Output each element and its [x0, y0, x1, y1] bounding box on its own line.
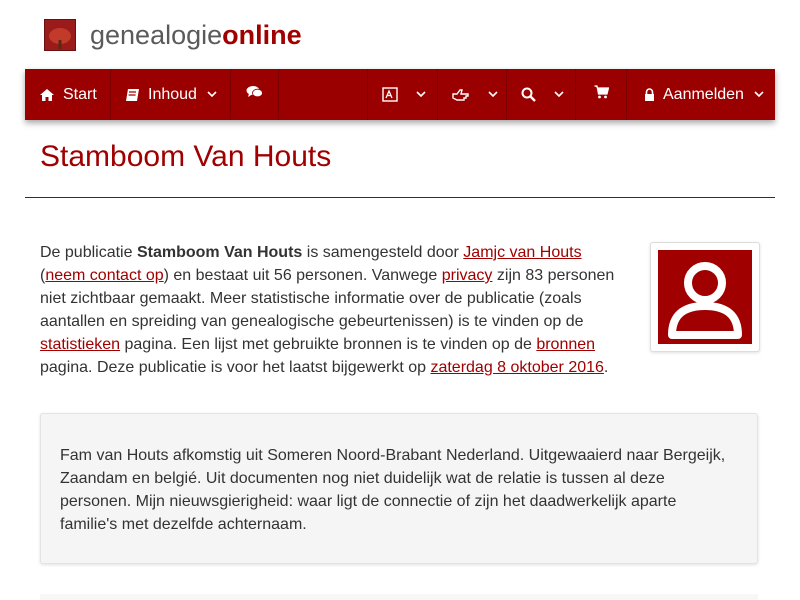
hand-pointer-icon — [452, 88, 470, 102]
shopping-cart-icon — [594, 85, 609, 104]
intro-text: De publicatie — [40, 244, 137, 261]
intro-text: is samengesteld door — [302, 244, 464, 261]
title-divider — [25, 197, 775, 198]
language-icon — [382, 87, 398, 102]
sources-link[interactable]: bronnen — [536, 336, 596, 353]
site-name-part1: genealogie — [90, 20, 223, 50]
intro-text: pagina. Deze publicatie is voor het laatst bijgewerkt op — [40, 359, 431, 376]
home-icon — [39, 88, 55, 102]
statistics-link[interactable]: statistieken — [40, 336, 121, 353]
chevron-down-icon — [488, 91, 498, 98]
tree-logo-icon — [44, 19, 76, 51]
chevron-down-icon — [754, 91, 764, 98]
nav-spacer — [279, 69, 368, 120]
nav-aanmelden[interactable] — [627, 69, 775, 120]
publication-name: Stamboom Van Houts — [136, 244, 303, 261]
book-icon — [125, 88, 140, 102]
nav-language[interactable] — [368, 69, 438, 120]
nav-start-label: Start — [63, 85, 97, 103]
site-logo[interactable] — [44, 18, 302, 52]
nav-forum[interactable] — [231, 69, 279, 120]
chevron-down-icon — [554, 91, 564, 98]
intro-text: pagina. Een lijst met gebruikte bronnen is te vinden op de — [120, 336, 537, 353]
intro-text: zijn 83 personen niet zichtbaar gemaakt. Meer statistische informatie over de publicatie (zoals aantallen en spreiding van genealogische gebeurtenissen) is te vinden op de — [40, 267, 615, 330]
publication-intro — [40, 241, 630, 379]
author-link[interactable]: Jamjc van Houts — [463, 244, 582, 261]
nav-cart[interactable] — [576, 69, 627, 120]
lock-icon — [644, 88, 655, 102]
publication-description: Fam van Houts afkomstig uit Someren Noord-Brabant Nederland. Uitgewaaierd naar Bergeijk, Zaandam en belgié. Uit documenten nog niet duidelijk wat de relatie is tussen al deze personen. Mijn nieuwsgierigheid: waar ligt de connectie of zijn het daadwerkelijk aparte familie's met dezelfde achternaam. — [40, 413, 758, 564]
user-icon — [658, 250, 752, 344]
site-name — [90, 18, 302, 52]
chevron-down-icon — [207, 91, 217, 98]
privacy-link[interactable]: privacy — [441, 267, 493, 284]
chevron-down-icon — [416, 91, 426, 98]
author-avatar-frame[interactable] — [650, 242, 760, 352]
nav-inhoud-label: Inhoud — [148, 85, 197, 103]
search-icon — [521, 87, 536, 102]
main-navbar — [25, 69, 775, 120]
avatar — [658, 250, 752, 344]
comments-icon — [246, 85, 263, 104]
contact-link[interactable]: neem contact op — [45, 267, 164, 284]
page-title: Stamboom Van Houts — [40, 140, 332, 173]
intro-text: ) en bestaat uit 56 personen. Vanwege — [163, 267, 442, 284]
intro-text: . — [603, 359, 609, 376]
nav-share[interactable] — [438, 69, 507, 120]
nav-start[interactable] — [25, 69, 111, 120]
next-panel-edge — [40, 594, 758, 600]
intro-text: ( — [40, 267, 46, 284]
site-name-part2: online — [222, 20, 302, 50]
nav-search[interactable] — [507, 69, 576, 120]
last-updated-link[interactable]: zaterdag 8 oktober 2016 — [430, 359, 604, 376]
nav-inhoud[interactable] — [111, 69, 231, 120]
nav-aanmelden-label: Aanmelden — [663, 85, 744, 103]
